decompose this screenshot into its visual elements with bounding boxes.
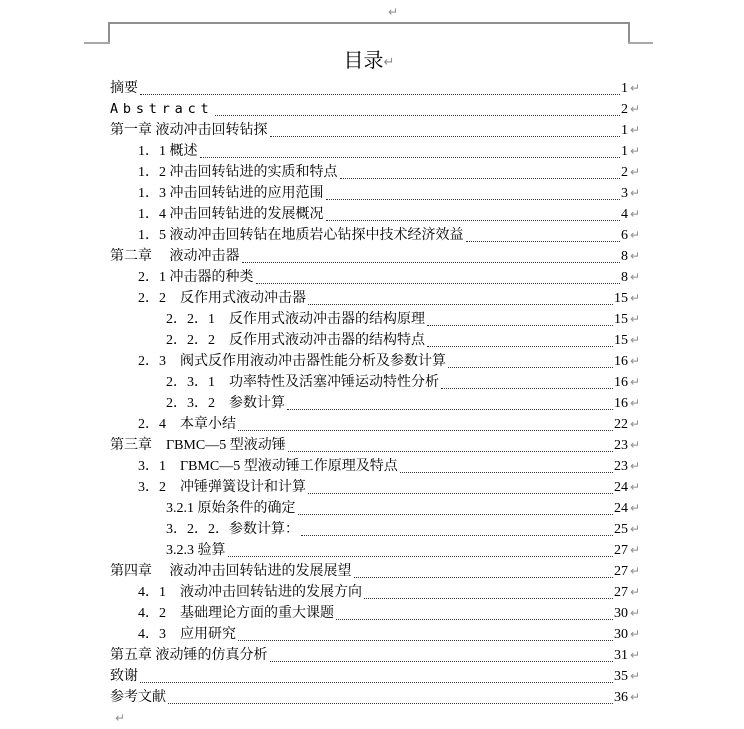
toc-entry-page-number: 8 [621,270,628,285]
dot-leader [236,414,614,435]
toc-entry[interactable] [110,351,641,372]
toc-entry-label: 第二章 液动冲击器 [110,249,240,264]
toc-entry-label: 2．1 冲击器的种类 [138,270,254,285]
paragraph-mark-icon: ↵ [115,711,126,725]
toc-entry[interactable] [110,267,641,288]
paragraph-mark-icon: ↵ [630,459,641,473]
toc-title-row[interactable] [110,49,628,74]
dot-leader [398,456,614,477]
toc-entry-page-number: 3 [621,186,628,201]
toc-entry-label: 摘要 [110,81,138,96]
toc-entry-page-number: 30 [614,627,628,642]
toc-entry-page-number: 15 [614,291,628,306]
toc-entry[interactable] [110,99,641,120]
dot-leader [324,204,622,225]
toc-entry[interactable] [110,393,641,414]
paragraph-mark-icon: ↵ [630,81,641,95]
toc-entry-label: 4．1 液动冲击回转钻进的发展方向 [138,585,362,600]
toc-entry-label: 第五章 液动锤的仿真分析 [110,648,268,663]
toc-entry-label: 致谢 [110,669,138,684]
toc-entry-label: 3.2.1 原始条件的确定 [166,501,296,516]
toc-entry-page-number: 16 [614,375,628,390]
toc-entry-page-number: 15 [614,333,628,348]
margin-crop-mark-left [84,42,110,44]
toc-entry[interactable] [110,477,641,498]
toc-entry-page-number: 31 [614,648,628,663]
toc-list [110,78,641,729]
toc-entry[interactable] [110,288,641,309]
dot-leader [226,540,615,561]
toc-entry[interactable] [110,540,641,561]
toc-entry-page-number: 27 [614,543,628,558]
toc-entry-label: 3．1 ГBMC—5 型液动锤工作原理及特点 [138,459,398,474]
dot-leader [285,393,614,414]
dot-leader [446,351,614,372]
dot-leader [286,435,614,456]
paragraph-mark-icon: ↵ [630,375,641,389]
toc-entry-label: 1．3 冲击回转钻进的应用范围 [138,186,324,201]
paragraph-mark-icon: ↵ [630,291,641,305]
toc-entry-page-number: 4 [621,207,628,222]
dot-leader [138,666,614,687]
dot-leader [338,162,622,183]
paragraph-mark-icon: ↵ [630,249,641,263]
paragraph-mark-icon: ↵ [630,648,641,662]
toc-entry-label: 2．2．2 反作用式液动冲击器的结构特点 [166,333,425,348]
toc-entry-page-number: 27 [614,585,628,600]
dot-leader [306,477,614,498]
paragraph-mark-icon: ↵ [630,480,641,494]
toc-entry-page-number: 16 [614,354,628,369]
toc-entry[interactable] [110,225,641,246]
paragraph-mark-icon: ↵ [630,102,641,116]
toc-entry-label: 3．2．2．参数计算： [166,522,299,537]
dot-leader [268,120,622,141]
dot-leader [240,246,622,267]
toc-entry-page-number: 24 [614,501,628,516]
dot-leader [254,267,622,288]
page-title: 目录 [343,50,384,72]
paragraph-mark-icon: ↵ [630,186,641,200]
paragraph-mark-icon: ↵ [630,501,641,515]
paragraph-mark-icon: ↵ [630,123,641,137]
toc-entry[interactable] [110,435,641,456]
toc-entry-label: 1．1 概述 [138,144,198,159]
toc-entry-page-number: 2 [621,102,628,117]
toc-entry[interactable] [110,603,641,624]
paragraph-mark-icon: ↵ [388,5,399,19]
dot-leader [334,603,614,624]
toc-entry[interactable] [110,582,641,603]
toc-entry-label: 2．4 本章小结 [138,417,236,432]
toc-entry-label: 1．5 液动冲击回转钻在地质岩心钻探中技术经济效益 [138,228,464,243]
paragraph-mark-icon: ↵ [630,690,641,704]
paragraph-mark-icon: ↵ [630,543,641,557]
dot-leader [306,288,614,309]
dot-leader [299,519,614,540]
paragraph-mark-icon: ↵ [630,270,641,284]
paragraph-mark-icon: ↵ [630,627,641,641]
toc-entry-label: 2．2．1 反作用式液动冲击器的结构原理 [166,312,425,327]
toc-entry-label: 2．3．2 参数计算 [166,396,285,411]
toc-entry[interactable] [110,183,641,204]
paragraph-mark-icon: ↵ [630,312,641,326]
paragraph-mark-icon: ↵ [630,606,641,620]
toc-entry-label: Abstract [110,101,214,117]
toc-entry-label: 1．4 冲击回转钻进的发展概况 [138,207,324,222]
toc-entry-page-number: 15 [614,312,628,327]
toc-entry-label: 2．2 反作用式液动冲击器 [138,291,306,306]
toc-entry[interactable] [110,120,641,141]
toc-entry[interactable] [110,204,641,225]
toc-entry-page-number: 22 [614,417,628,432]
paragraph-mark-icon: ↵ [630,228,641,242]
dot-leader [324,183,622,204]
dot-leader [352,561,615,582]
toc-entry[interactable] [110,141,641,162]
toc-entry[interactable] [110,666,641,687]
paragraph-mark-icon: ↵ [383,55,395,70]
paragraph-mark-icon: ↵ [630,585,641,599]
toc-entry-label: 第一章 液动冲击回转钻探 [110,123,268,138]
dot-leader [236,624,614,645]
toc-entry[interactable] [110,372,641,393]
text-boundary-right-corner [628,22,630,44]
toc-entry[interactable] [110,498,641,519]
toc-entry-page-number: 6 [621,228,628,243]
toc-entry-label: 4．3 应用研究 [138,627,236,642]
dot-leader [439,372,614,393]
dot-leader [198,141,622,162]
paragraph-mark-icon: ↵ [630,354,641,368]
text-boundary-left-corner [108,22,110,44]
toc-entry-label: 3.2.3 验算 [166,543,226,558]
toc-entry-page-number: 8 [621,249,628,264]
toc-entry[interactable] [110,519,641,540]
toc-entry-label: 参考文献 [110,690,166,705]
toc-entry[interactable] [110,561,641,582]
paragraph-mark-icon: ↵ [630,207,641,221]
toc-entry[interactable] [110,687,641,708]
margin-crop-mark-right [628,42,653,44]
toc-entry[interactable] [110,78,641,99]
toc-entry[interactable] [110,414,641,435]
toc-entry[interactable] [110,330,641,351]
toc-entry[interactable] [110,309,641,330]
paragraph-mark-icon: ↵ [630,438,641,452]
dot-leader [362,582,614,603]
dot-leader [268,645,615,666]
text-boundary-top-line [108,22,630,24]
toc-entry[interactable] [110,624,641,645]
dot-leader [138,78,621,99]
toc-entry-page-number: 36 [614,690,628,705]
paragraph-mark-icon: ↵ [630,417,641,431]
toc-entry-label: 2．3 阀式反作用液动冲击器性能分析及参数计算 [138,354,446,369]
toc-entry-label: 1．2 冲击回转钻进的实质和特点 [138,165,338,180]
toc-entry-page-number: 16 [614,396,628,411]
empty-paragraph[interactable] [110,708,628,729]
toc-entry-label: 4．2 基础理论方面的重大课题 [138,606,334,621]
paragraph-mark-icon: ↵ [630,522,641,536]
toc-entry-page-number: 35 [614,669,628,684]
toc-entry-page-number: 2 [621,165,628,180]
dot-leader [213,99,621,120]
toc-entry-page-number: 23 [614,459,628,474]
dot-leader [425,330,614,351]
paragraph-mark-icon: ↵ [630,396,641,410]
paragraph-mark-icon: ↵ [630,165,641,179]
toc-entry[interactable] [110,246,641,267]
dot-leader [425,309,614,330]
toc-entry-page-number: 24 [614,480,628,495]
toc-entry-page-number: 30 [614,606,628,621]
toc-entry-page-number: 23 [614,438,628,453]
toc-entry-page-number: 25 [614,522,628,537]
paragraph-mark-icon: ↵ [630,669,641,683]
toc-entry[interactable] [110,645,641,666]
toc-entry[interactable] [110,162,641,183]
toc-entry-label: 第四章 液动冲击回转钻进的发展展望 [110,564,352,579]
toc-entry-page-number: 1 [621,81,628,96]
toc-entry-label: 第三章 ГBMC—5 型液动锤 [110,438,286,453]
toc-entry-page-number: 1 [621,144,628,159]
toc-entry-page-number: 27 [614,564,628,579]
paragraph-mark-icon: ↵ [630,564,641,578]
toc-entry-label: 3．2 冲锤弹簧设计和计算 [138,480,306,495]
dot-leader [296,498,615,519]
toc-entry-page-number: 1 [621,123,628,138]
paragraph-mark-icon: ↵ [630,144,641,158]
toc-entry[interactable] [110,456,641,477]
paragraph-mark-icon: ↵ [630,333,641,347]
dot-leader [166,687,614,708]
dot-leader [464,225,622,246]
toc-entry-label: 2．3．1 功率特性及活塞冲锤运动特性分析 [166,375,439,390]
